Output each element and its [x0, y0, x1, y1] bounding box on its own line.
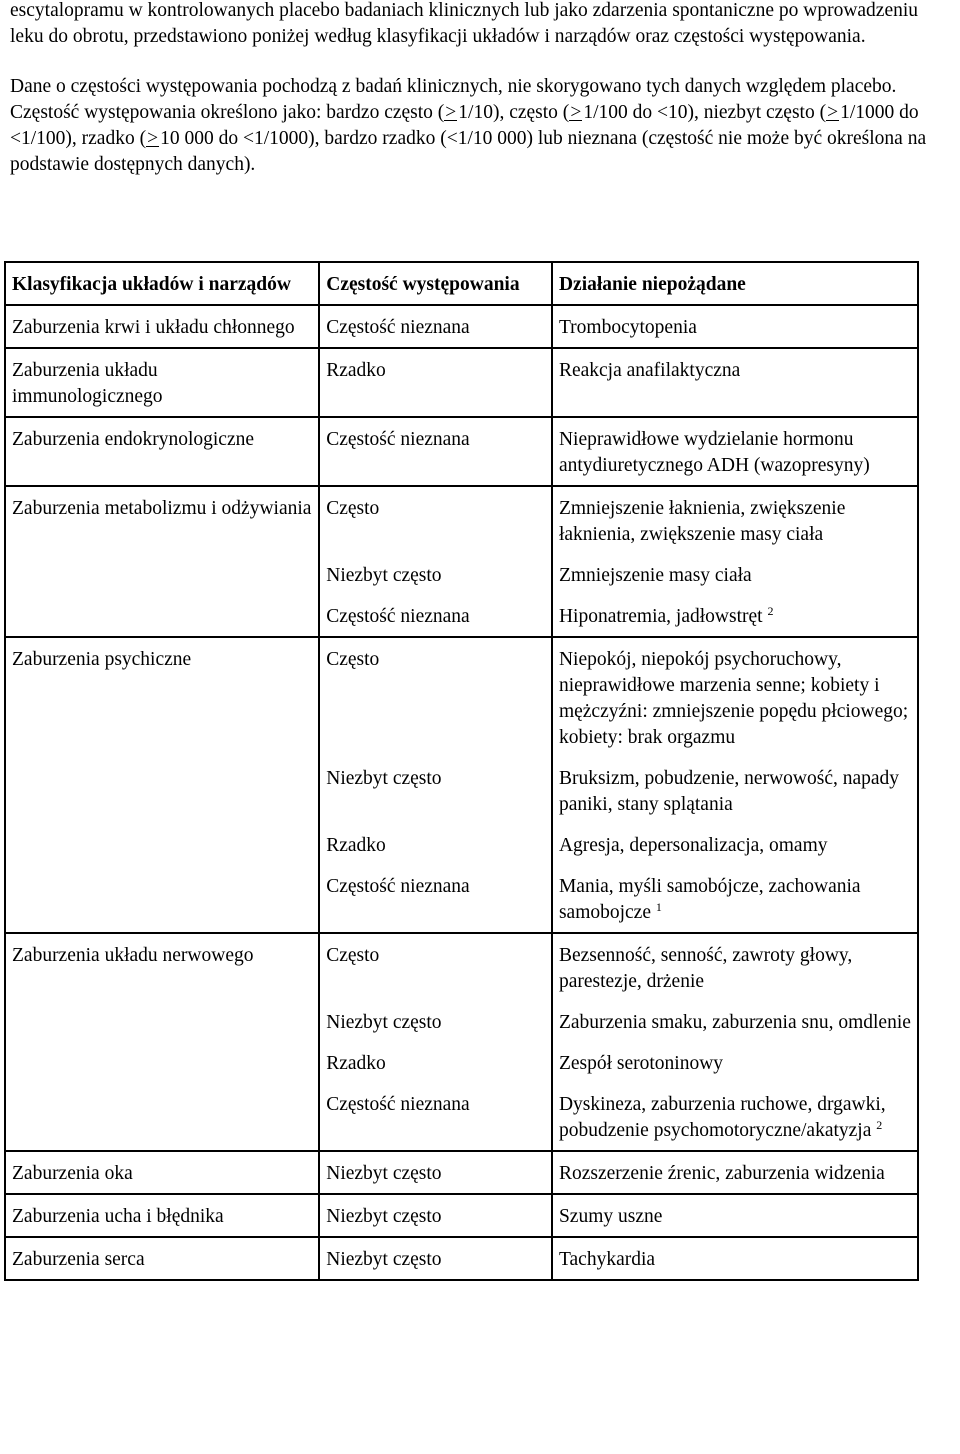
cell-effect	[552, 305, 918, 348]
cell-soc: Zaburzenia ucha i błędnika	[5, 1194, 319, 1237]
header-effect: Działanie niepożądane	[552, 262, 918, 305]
effect-text: Zmniejszenie masy ciała	[558, 565, 752, 586]
cell-soc: Zaburzenia psychiczne	[5, 637, 319, 933]
cell-effect	[552, 1001, 918, 1042]
effect-text: Szumy uszne	[558, 1206, 663, 1227]
effect-text: Mania, myśli samobójcze, zachowania samobojcze	[558, 876, 861, 923]
intro-frequency-text-b: 1/10), często (	[458, 102, 570, 123]
cell-frequency: Częstość nieznana	[319, 1083, 552, 1151]
effect-text: Nieprawidłowe wydzielanie hormonu antydiuretycznego ADH (wazopresyny)	[558, 429, 870, 476]
intro-frequency-text-e: 10 000 do <1/1000), bardzo rzadko (<1/10 000) lub nieznana (częstość nie może być określona na podstawie dostępnych danych).	[10, 128, 927, 175]
cell-effect	[552, 1194, 918, 1237]
table-row	[5, 305, 918, 348]
cell-effect	[552, 933, 918, 1001]
effect-text: Rozszerzenie źrenic, zaburzenia widzenia	[558, 1163, 885, 1184]
cell-frequency: Niezbyt często	[319, 554, 552, 595]
cell-soc: Zaburzenia układu nerwowego	[5, 933, 319, 1151]
cell-soc: Zaburzenia metabolizmu i odżywiania	[5, 486, 319, 637]
effect-text: Agresja, depersonalizacja, omamy	[558, 835, 828, 856]
effect-text: Bezsenność, senność, zawroty głowy, parestezje, drżenie	[558, 945, 853, 992]
effect-text: Niepokój, niepokój psychoruchowy, nieprawidłowe marzenia senne; kobiety i mężczyźni: zmniejszenie popędu płciowego; kobiety: brak orgazmu	[558, 649, 909, 748]
cell-effect	[552, 824, 918, 865]
cell-frequency: Rzadko	[319, 824, 552, 865]
table-row	[5, 637, 918, 757]
effect-text: Reakcja anafilaktyczna	[558, 360, 741, 381]
effect-text: Bruksizm, pobudzenie, nerwowość, napady paniki, stany splątania	[558, 768, 900, 815]
cell-frequency: Rzadko	[319, 1042, 552, 1083]
table-row	[5, 1151, 918, 1194]
table-row	[5, 486, 918, 554]
cell-frequency: Często	[319, 486, 552, 554]
footnote-marker: 2	[767, 604, 774, 618]
effect-text: Zaburzenia smaku, zaburzenia snu, omdlenie	[558, 1012, 911, 1033]
table-row	[5, 348, 918, 417]
greater-equal-symbol: >	[827, 102, 839, 123]
cell-soc: Zaburzenia układu immunologicznego	[5, 348, 319, 417]
intro-text	[10, 0, 952, 178]
greater-equal-symbol: >	[570, 102, 582, 123]
effect-text: Dyskineza, zaburzenia ruchowe, drgawki, pobudzenie psychomotoryczne/akatyzja	[558, 1094, 886, 1141]
cell-frequency: Często	[319, 637, 552, 757]
cell-frequency: Niezbyt często	[319, 1194, 552, 1237]
cell-effect	[552, 1237, 918, 1280]
cell-frequency: Rzadko	[319, 348, 552, 417]
table-header-row	[5, 262, 918, 305]
cell-effect	[552, 595, 918, 637]
cell-frequency: Niezbyt często	[319, 757, 552, 824]
footnote-marker: 1	[655, 900, 662, 914]
effect-text: Trombocytopenia	[558, 317, 697, 338]
header-soc: Klasyfikacja układów i narządów	[5, 262, 319, 305]
cell-effect	[552, 1042, 918, 1083]
cell-frequency: Częstość nieznana	[319, 865, 552, 933]
table-row	[5, 1194, 918, 1237]
cell-soc: Zaburzenia serca	[5, 1237, 319, 1280]
greater-equal-symbol: >	[147, 128, 159, 149]
cell-frequency: Niezbyt często	[319, 1001, 552, 1042]
cell-frequency: Częstość nieznana	[319, 305, 552, 348]
cell-effect	[552, 1083, 918, 1151]
effect-text: Zmniejszenie łaknienia, zwiększenie łaknienia, zwiększenie masy ciała	[558, 498, 846, 545]
cell-frequency: Niezbyt często	[319, 1151, 552, 1194]
cell-effect	[552, 554, 918, 595]
effect-text: Hiponatremia, jadłowstręt	[558, 606, 763, 627]
intro-paragraph-2	[10, 74, 952, 178]
cell-frequency: Częstość nieznana	[319, 417, 552, 486]
cell-effect	[552, 348, 918, 417]
cell-effect	[552, 637, 918, 757]
cell-frequency: Niezbyt często	[319, 1237, 552, 1280]
greater-equal-symbol: >	[445, 102, 457, 123]
effect-text: Tachykardia	[558, 1249, 656, 1270]
footnote-marker: 2	[876, 1118, 883, 1132]
adverse-reactions-table	[4, 261, 919, 1281]
cell-effect	[552, 417, 918, 486]
intro-frequency-text-d: 1/1000 do <1/100), rzadko (	[10, 102, 919, 149]
cell-effect	[552, 865, 918, 933]
header-frequency: Częstość występowania	[319, 262, 552, 305]
cell-soc: Zaburzenia oka	[5, 1151, 319, 1194]
intro-frequency-text-a: Dane o częstości występowania pochodzą z badań klinicznych, nie skorygowano tych danych względem placebo. Częstość występowania określono jako: bardzo często (	[10, 76, 897, 123]
cell-soc: Zaburzenia krwi i układu chłonnego	[5, 305, 319, 348]
effect-text: Zespół serotoninowy	[558, 1053, 724, 1074]
cell-effect	[552, 486, 918, 554]
cell-soc: Zaburzenia endokrynologiczne	[5, 417, 319, 486]
table-row	[5, 1237, 918, 1280]
intro-frequency-text-c: 1/100 do <10), niezbyt często (	[583, 102, 827, 123]
table-row	[5, 417, 918, 486]
cell-effect	[552, 757, 918, 824]
cell-frequency: Częstość nieznana	[319, 595, 552, 637]
table-row	[5, 933, 918, 1001]
cell-effect	[552, 1151, 918, 1194]
intro-paragraph-1: escytalopramu w kontrolowanych placebo badaniach klinicznych lub jako zdarzenia spontaniczne po wprowadzeniu leku do obrotu, przedstawiono poniżej według klasyfikacji układów i narządów oraz częstości występowania.	[10, 0, 919, 47]
cell-frequency: Często	[319, 933, 552, 1001]
